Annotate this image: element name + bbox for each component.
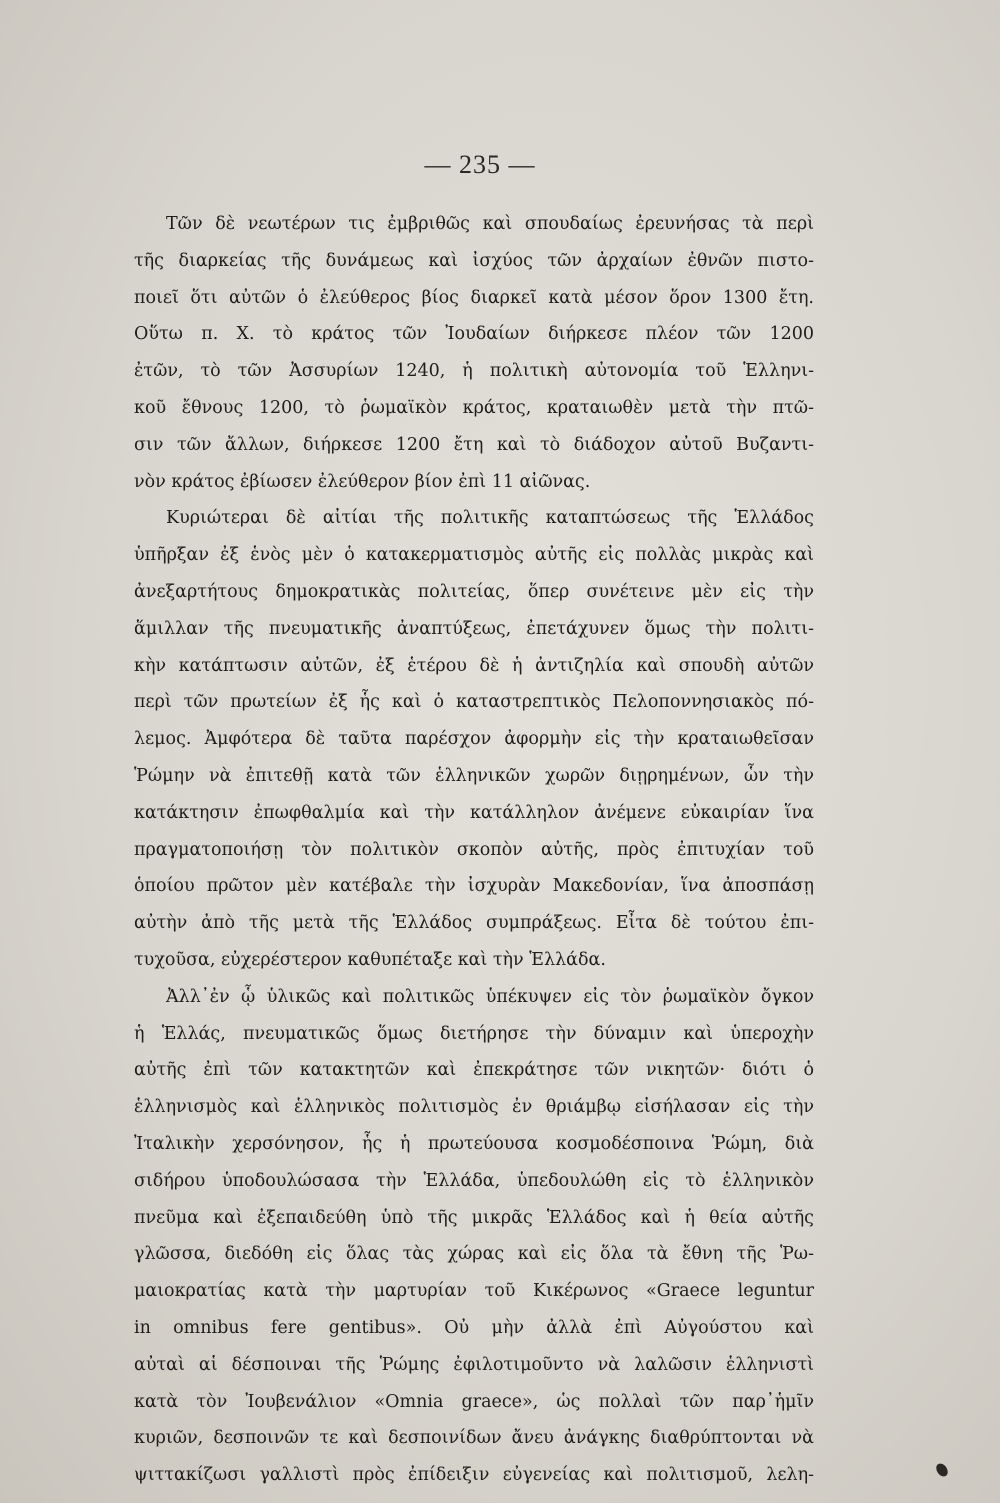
text-line: Ἀλλ᾽ἐν ᾧ ὑλικῶς καὶ πολιτικῶς ὑπέκυψεν εἰς τὸν ῥωμαϊκὸν ὄγκον <box>166 986 814 1007</box>
text-line: ἡ Ἑλλάς, πνευματικῶς ὅμως διετήρησε τὴν δύναμιν καὶ ὑπεροχὴν <box>134 1023 814 1044</box>
text-line: πνεῦμα καὶ ἐξεπαιδεύθη ὑπὸ τῆς μικρᾶς Ἑλλάδος καὶ ἡ θεία αὐτῆς <box>134 1207 814 1228</box>
text-line: περὶ τῶν πρωτείων ἐξ ἧς καὶ ὁ καταστρεπτικὸς Πελοποννησιακὸς πό- <box>134 692 814 713</box>
text-line: Οὕτω π. Χ. τὸ κράτος τῶν Ἰουδαίων διήρκεσε πλέον τῶν 1200 <box>134 324 814 345</box>
text-line: κατὰ τὸν Ἰουβενάλιον «Omnia graece», ὡς πολλαὶ τῶν παρ᾽ἡμῖν <box>134 1391 814 1412</box>
text-line: ἅμιλλαν τῆς πνευματικῆς ἀναπτύξεως, ἐπετάχυνεν ὅμως τὴν πολιτι- <box>134 618 814 639</box>
text-line: σιδήρου ὑποδουλώσασα τὴν Ἑλλάδα, ὑπεδουλώθη εἰς τὸ ἑλληνικὸν <box>134 1170 814 1191</box>
text-line: νὸν κράτος ἐβίωσεν ἐλεύθερον βίον ἐπὶ 11 αἰῶνας. <box>134 471 591 492</box>
text-line: Κυριώτεραι δὲ αἰτίαι τῆς πολιτικῆς καταπτώσεως τῆς Ἑλλάδος <box>166 508 814 529</box>
text-line: ὁποίου πρῶτον μὲν κατέβαλε τὴν ἰσχυρὰν Μακεδονίαν, ἵνα ἀποσπάσῃ <box>134 876 814 897</box>
text-line: τυχοῦσα, εὐχερέστερον καθυπέταξε καὶ τὴν Ἑλλάδα. <box>134 949 606 970</box>
text-line: πραγματοποιήσῃ τὸν πολιτικὸν σκοπὸν αὐτῆς, πρὸς ἐπιτυχίαν τοῦ <box>134 839 814 860</box>
text-line: ποιεῖ ὅτι αὐτῶν ὁ ἐλεύθερος βίος διαρκεῖ κατὰ μέσον ὅρον 1300 ἔτη. <box>134 287 814 308</box>
text-line: αὐταὶ αἱ δέσποιναι τῆς Ῥώμης ἐφιλοτιμοῦντο νὰ λαλῶσιν ἑλληνιστὶ <box>134 1354 814 1375</box>
text-line: αὐτῆς ἐπὶ τῶν κατακτητῶν καὶ ἐπεκράτησε τῶν νικητῶν· διότι ὁ <box>134 1060 814 1081</box>
text-line: σιν τῶν ἄλλων, διήρκεσε 1200 ἔτη καὶ τὸ διάδοχον αὐτοῦ Βυζαντι- <box>134 434 814 455</box>
text-line: ὑπῆρξαν ἐξ ἑνὸς μὲν ὁ κατακερματισμὸς αὐτῆς εἰς πολλὰς μικρὰς καὶ <box>134 545 814 566</box>
text-line: ἀνεξαρτήτους δημοκρατικὰς πολιτείας, ὅπερ συνέτεινε μὲν εἰς τὴν <box>134 581 814 602</box>
text-line: ἑλληνισμὸς καὶ ἑλληνικὸς πολιτισμὸς ἐν θριάμβῳ εἰσήλασαν εἰς τὴν <box>134 1097 814 1118</box>
text-line: κατάκτησιν ἐπωφθαλμία καὶ τὴν κατάλληλον ἀνέμενε εὐκαιρίαν ἵνα <box>134 802 814 823</box>
text-line: Τῶν δὲ νεωτέρων τις ἐμβριθῶς καὶ σπουδαίως ἐρευνήσας τὰ περὶ <box>166 214 814 234</box>
text-line: Ῥώμην νὰ ἐπιτεθῇ κατὰ τῶν ἑλληνικῶν χωρῶν διῃρημένων, ὧν τὴν <box>134 765 814 786</box>
page-number: — 235 — <box>424 150 536 179</box>
ink-smudge <box>934 1461 950 1478</box>
text-line: τῆς διαρκείας τῆς δυνάμεως καὶ ἰσχύος τῶν ἀρχαίων ἐθνῶν πιστο- <box>134 250 814 271</box>
text-line: κοῦ ἔθνους 1200, τὸ ῥωμαϊκὸν κράτος, κραταιωθὲν μετὰ τὴν πτῶ- <box>134 397 814 418</box>
text-line: γλῶσσα, διεδόθη εἰς ὅλας τὰς χώρας καὶ εἰς ὅλα τὰ ἔθνη τῆς Ῥω- <box>134 1244 814 1265</box>
text-line: in omnibus fere gentibus». Οὐ μὴν ἀλλὰ ἐπὶ Αὐγούστου καὶ <box>134 1317 814 1338</box>
text-line: Ἰταλικὴν χερσόνησον, ἧς ἡ πρωτεύουσα κοσμοδέσποινα Ῥώμη, διὰ <box>134 1133 814 1154</box>
text-line: ψιττακίζωσι γαλλιστὶ πρὸς ἐπίδειξιν εὐγενείας καὶ πολιτισμοῦ, λελη- <box>134 1465 814 1486</box>
text-line: ἐτῶν, τὸ τῶν Ἀσσυρίων 1240, ἡ πολιτικὴ αὐτονομία τοῦ Ἑλληνι- <box>134 361 814 382</box>
text-line: λεμος. Ἀμφότερα δὲ ταῦτα παρέσχον ἀφορμὴν εἰς τὴν κραταιωθεῖσαν <box>134 729 814 750</box>
text-line: μαιοκρατίας κατὰ τὴν μαρτυρίαν τοῦ Κικέρωνος «Graece leguntur <box>134 1281 814 1302</box>
body-text <box>134 206 814 1494</box>
text-line: κυριῶν, δεσποινῶν τε καὶ δεσποινίδων ἄνευ ἀνάγκης διαθρύπτονται νὰ <box>134 1428 814 1449</box>
text-line: αὐτὴν ἀπὸ τῆς μετὰ τῆς Ἑλλάδος συμπράξεως. Εἶτα δὲ τούτου ἐπι- <box>134 913 814 934</box>
text-line: κὴν κατάπτωσιν αὐτῶν, ἐξ ἑτέρου δὲ ἡ ἀντιζηλία καὶ σπουδὴ αὐτῶν <box>134 655 814 676</box>
